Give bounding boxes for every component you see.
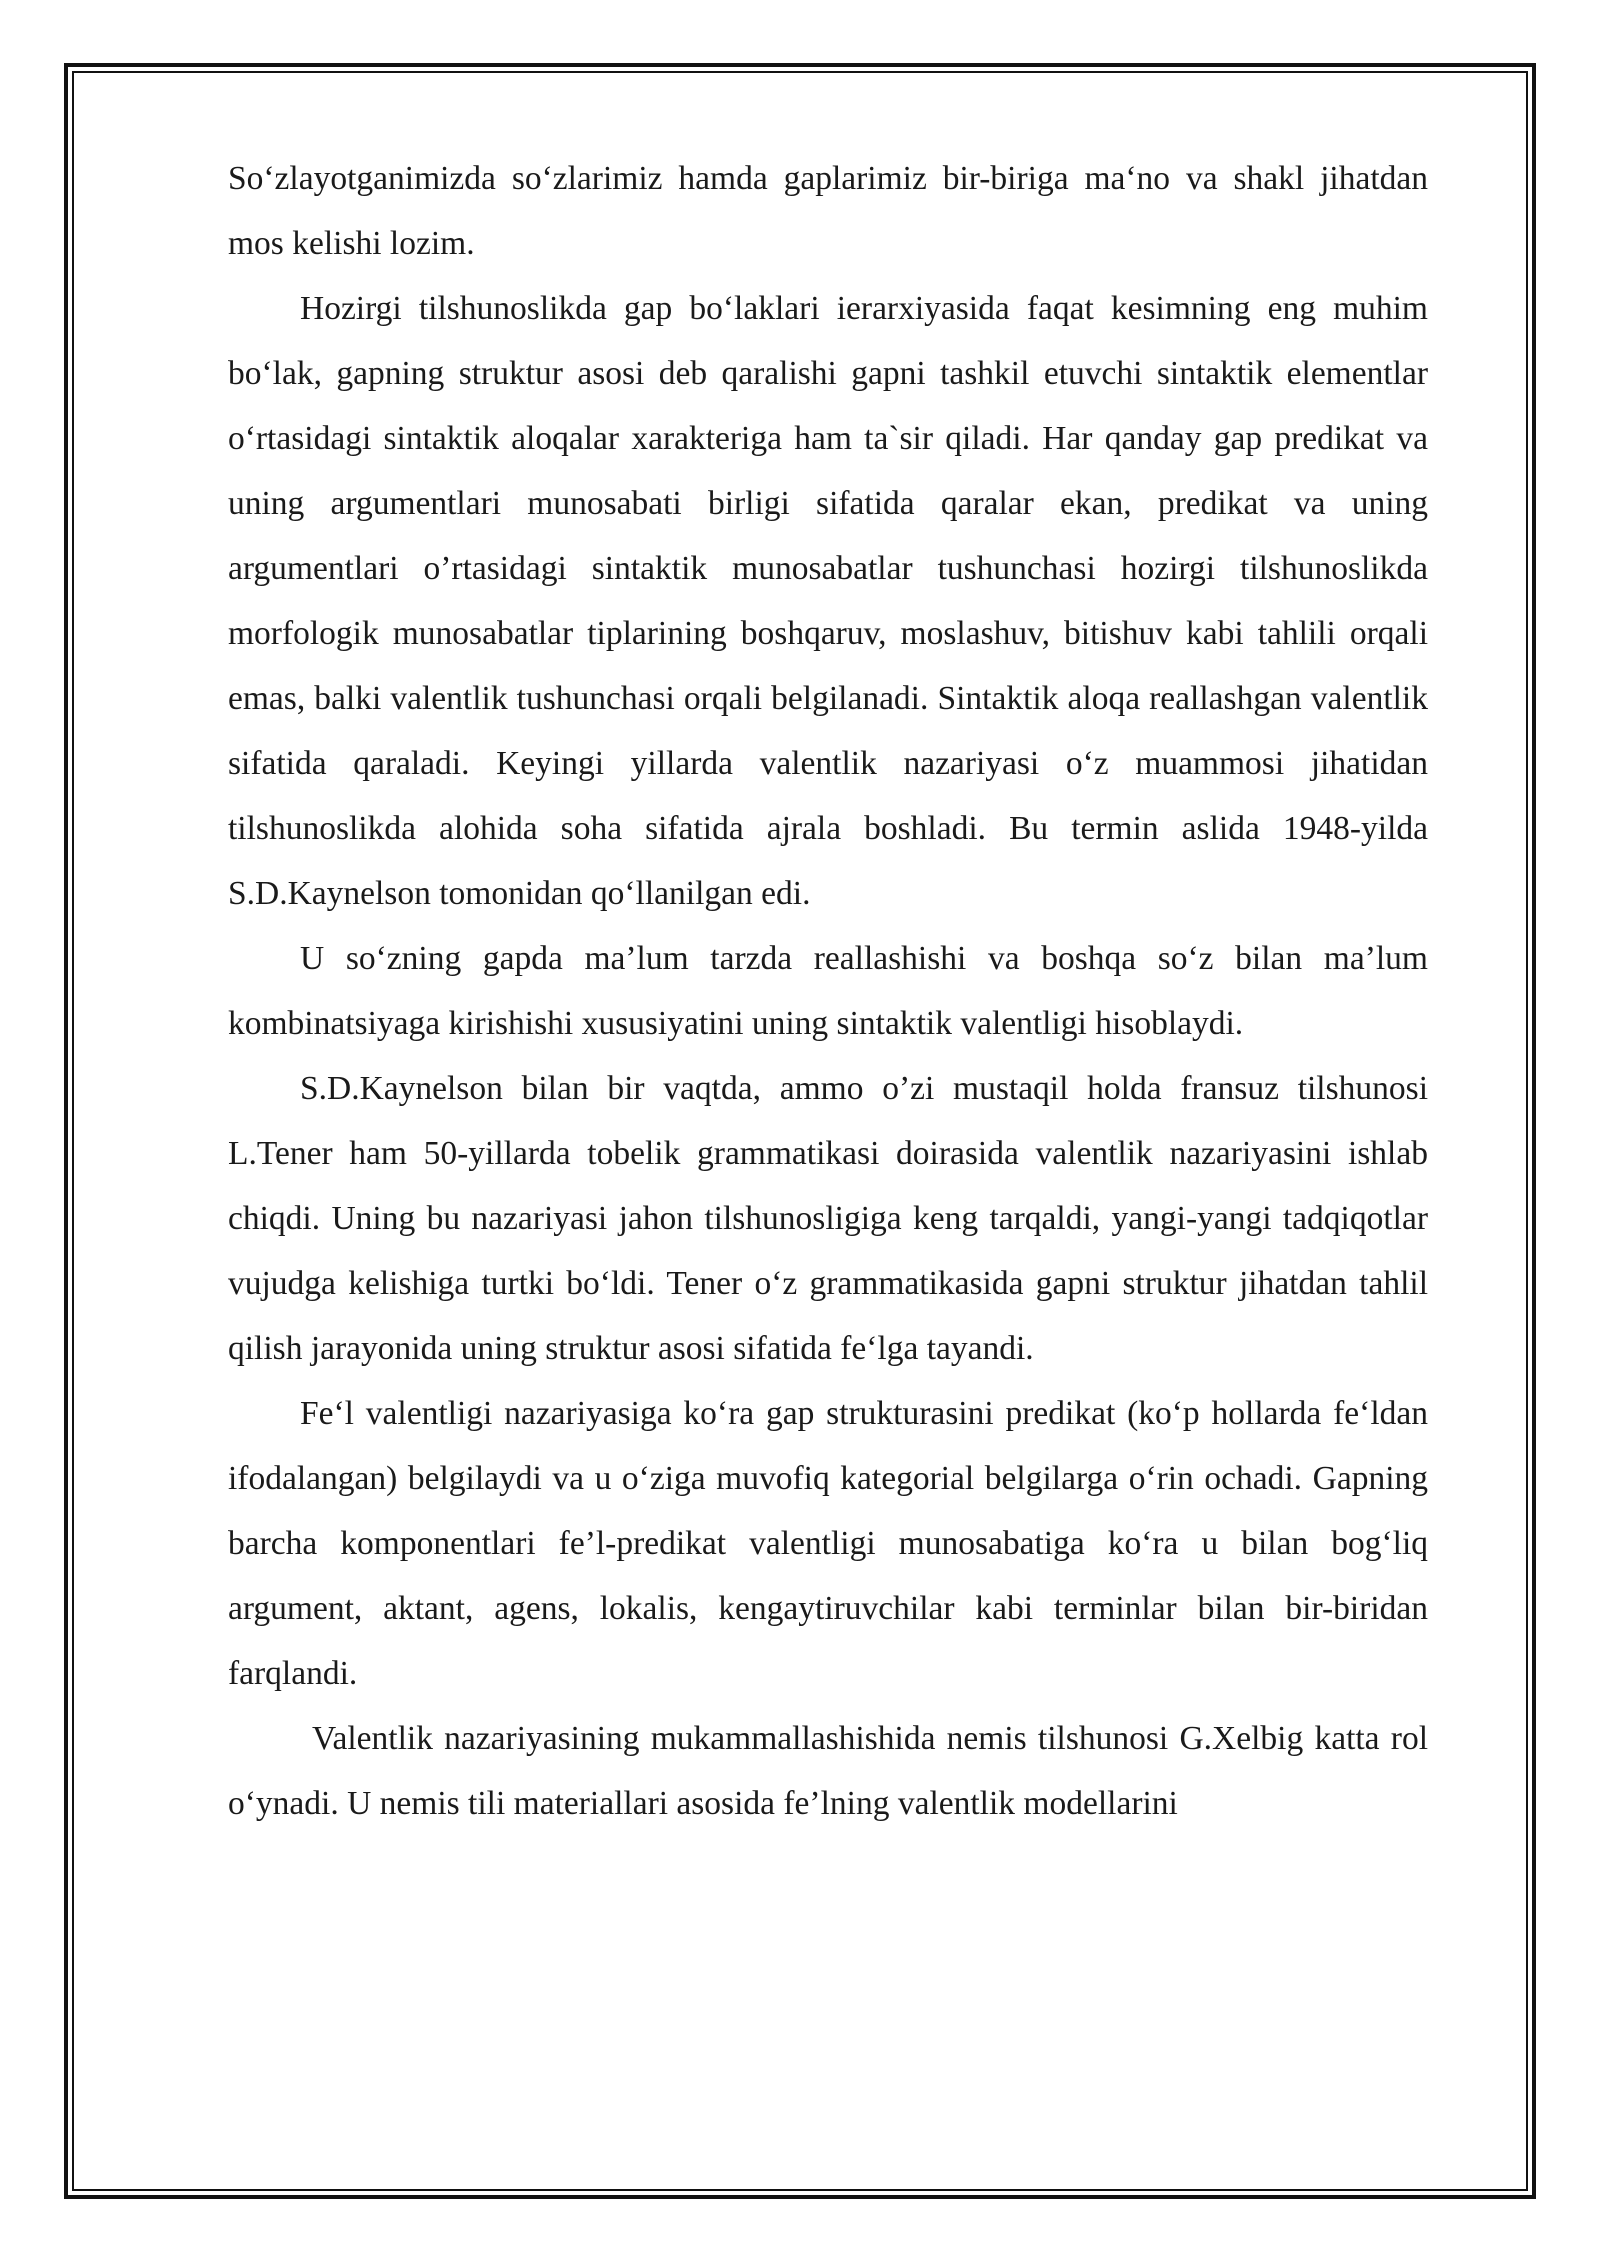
paragraph-4: S.D.Kaynelson bilan bir vaqtda, ammo o’zi mustaqil holda fransuz tilshunosi L.Tener ham 50-yillarda tobelik grammatikasi doirasida valentlik nazariyasini ishlab chiqdi. Uning bu nazariyasi jahon tilshunosligiga keng tarqaldi, yangi-yangi tadqiqotlar vujudga kelishiga turtki bo‘ldi. Tener o‘z grammatikasida gapni struktur jihatdan tahlil qilish jarayonida uning struktur asosi sifatida fe‘lga tayandi. (228, 1070, 1428, 1367)
paragraph-5: Fe‘l valentligi nazariyasiga ko‘ra gap strukturasini predikat (ko‘p hollarda fe‘ldan ifodalangan) belgilaydi va u o‘ziga muvofiq kategorial belgilarga o‘rin ochadi. Gapning barcha komponentlari fe’l-predikat valentligi munosabatiga ko‘ra u bilan bog‘liq argument, aktant, agens, lokalis, kengaytiruvchilar kabi terminlar bilan bir-biridan farqlandi. (228, 1395, 1428, 1692)
paragraph-3: U so‘zning gapda ma’lum tarzda reallashishi va boshqa so‘z bilan ma’lum kombinatsiyaga kirishishi xususiyatini uning sintaktik valentligi hisoblaydi. (228, 940, 1428, 1042)
paragraph-1: So‘zlayotganimizda so‘zlarimiz hamda gaplarimiz bir-biriga ma‘no va shakl jihatdan mos kelishi lozim. (228, 160, 1428, 262)
paragraph-6: Valentlik nazariyasining mukammallashishida nemis tilshunosi G.Xelbig katta rol o‘ynadi. U nemis tili materiallari asosida fe’lning valentlik modellarini (228, 1720, 1428, 1822)
paragraph-2: Hozirgi tilshunoslikda gap bo‘laklari ierarxiyasida faqat kesimning eng muhim bo‘lak, gapning struktur asosi deb qaralishi gapni tashkil etuvchi sintaktik elementlar o‘rtasidagi sintaktik aloqalar xarakteriga ham ta`sir qiladi. Har qanday gap predikat va uning argumentlari munosabati birligi sifatida qaralar ekan, predikat va uning argumentlari o’rtasidagi sintaktik munosabatlar tushunchasi hozirgi tilshunoslikda morfologik munosabatlar tiplarining boshqaruv, moslashuv, bitishuv kabi tahlili orqali emas, balki valentlik tushunchasi orqali belgilanadi. Sintaktik aloqa reallashgan valentlik sifatida qaraladi. Keyingi yillarda valentlik nazariyasi o‘z muammosi jihatidan tilshunoslikda alohida soha sifatida ajrala boshladi. Bu termin aslida 1948-yilda S.D.Kaynelson tomonidan qo‘llanilgan edi. (228, 290, 1428, 912)
document-body (228, 146, 1428, 1836)
